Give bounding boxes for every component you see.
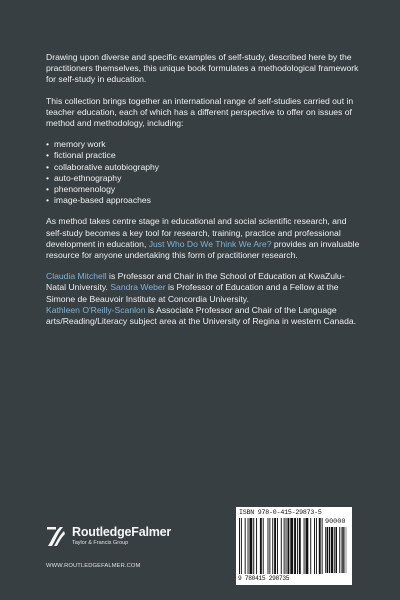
price-code: 90000 [325, 518, 346, 526]
author-name-2: Sandra Weber [110, 282, 166, 293]
author-bio-2: is Professor of Education and a Fellow at the Simone de Beauvoir Institute at Concordia University. [46, 282, 339, 304]
barcode-bar [304, 518, 305, 574]
barcode-bar [306, 518, 309, 574]
publisher-logo-block [46, 525, 171, 547]
barcode-bar [325, 527, 326, 573]
barcode-bar [299, 518, 301, 574]
barcode-bar [249, 518, 252, 574]
barcode-bar [297, 518, 298, 574]
author-bio-1: is Professor and Chair in the School of Education at KwaZulu-Natal University. [46, 271, 345, 293]
isbn-text: ISBN 978-0-415-29873-5 [239, 509, 322, 516]
list-item: • image-based approaches [46, 195, 364, 206]
list-item: • fictional practice [46, 150, 364, 161]
barcode-bar [245, 518, 246, 574]
barcode-bar [316, 518, 317, 574]
author-name-3: Kathleen O'Reilly-Scanlon [46, 304, 146, 315]
list-item: • phenomenology [46, 184, 364, 195]
barcode-bar [263, 518, 264, 574]
publisher-url: WWW.ROUTLEDGEFALMER.COM [46, 563, 141, 569]
barcode-bar [284, 518, 285, 574]
barcode-bar [341, 527, 342, 573]
author-bios [46, 271, 364, 327]
publisher-group: Taylor & Francis Group [72, 539, 129, 546]
barcode-bar [329, 527, 331, 573]
barcode-bar [268, 518, 269, 574]
author-name-1: Claudia Mitchell [46, 271, 107, 282]
list-item: • collaborative autobiography [46, 162, 364, 173]
barcode-bar [334, 527, 335, 573]
ean-barcode-icon [239, 518, 323, 574]
blurb [46, 52, 364, 337]
barcode-bar [272, 518, 273, 574]
blurb-paragraph-3 [46, 216, 364, 261]
barcode-bar [310, 518, 311, 574]
barcode-bar [327, 527, 329, 573]
barcode-bar [239, 518, 240, 574]
barcode-panel [236, 507, 352, 585]
barcode-bar [339, 527, 340, 573]
blurb-paragraph-3-lead: As method takes centre stage in educational and social scientific research, and self-study becomes a key tool for research, training, practice and professional development in education, [46, 216, 347, 249]
barcode-bar [314, 518, 315, 574]
blurb-paragraph-1: Drawing upon diverse and specific examples of self-study, described here by the practitioners themselves, this unique book formulates a methodological framework for self-study in education. [46, 52, 359, 85]
barcode-bar [248, 518, 249, 574]
barcode-bar [342, 527, 344, 573]
blurb-paragraph-2: This collection brings together an international range of self-studies carried out in teacher education, each of which has a different perspective to offer on issues of method and methodology, including: [46, 95, 354, 129]
barcode-bar [281, 518, 282, 574]
publisher-text [72, 526, 171, 547]
barcode-bar [269, 518, 270, 574]
barcode-bar [322, 518, 323, 574]
barcode-bar [286, 518, 287, 574]
methods-list [46, 139, 364, 206]
list-item: • auto-ethnography [46, 173, 364, 184]
blurb-paragraph-3-tail: provides an invaluable resource for anyone undertaking this form of practitioner research. [46, 238, 360, 261]
barcode-bar [241, 518, 242, 574]
book-title: Just Who Do We Think We Are? [148, 238, 272, 249]
list-item: • memory work [46, 139, 364, 150]
barcode-bar [287, 518, 289, 574]
barcode-bar [319, 518, 321, 574]
barcode-bar [260, 518, 262, 574]
routledge-logo-icon [46, 525, 66, 547]
author-bio-3: is Associate Professor and Chair of the Language arts/Reading/Literacy subject area at the University of Regina in western Canada. [46, 304, 357, 327]
barcode-bar [253, 518, 254, 574]
publisher-name: RoutledgeFalmer [72, 524, 172, 539]
barcode-bar [290, 518, 293, 574]
barcode-bar [345, 527, 346, 573]
barcode-digits: 9 780415 298735 [238, 575, 290, 582]
barcode-bar [336, 527, 338, 573]
price-barcode-icon [325, 527, 347, 573]
barcode-bar [256, 518, 257, 574]
barcode-bar [331, 527, 333, 573]
barcode-bar [274, 518, 276, 574]
barcode-bar [277, 518, 278, 574]
barcode-bar [294, 518, 296, 574]
